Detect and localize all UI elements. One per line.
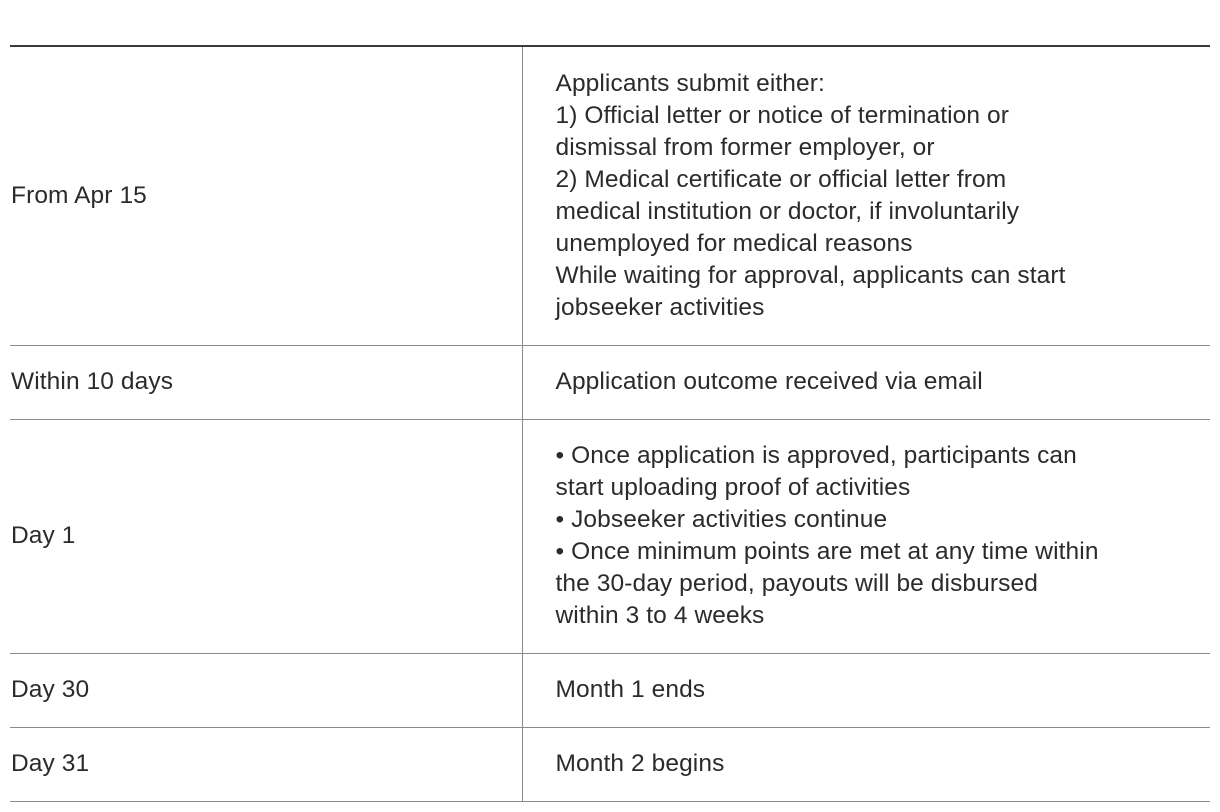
description-line: 1) Official letter or notice of termination or bbox=[555, 101, 1010, 129]
description-line: within 3 to 4 weeks bbox=[555, 602, 765, 629]
timeline-when-text: Within 10 days bbox=[11, 368, 174, 395]
description-line: • Jobseeker activities continue bbox=[555, 506, 888, 533]
timeline-description-cell bbox=[522, 727, 1210, 801]
description-line: Application outcome received via email bbox=[555, 368, 983, 395]
description-line: • Once minimum points are met at any time within bbox=[555, 538, 1099, 565]
description-line: unemployed for medical reasons bbox=[555, 229, 913, 257]
table-row bbox=[10, 46, 1210, 345]
table-row bbox=[10, 419, 1210, 653]
timeline-when-cell bbox=[10, 419, 522, 653]
description-line: jobseeker activities bbox=[555, 293, 765, 321]
timeline-when-cell bbox=[10, 46, 522, 345]
description-line: 2) Medical certificate or official letter from bbox=[555, 165, 1007, 193]
description-line: • Once application is approved, participants can bbox=[555, 442, 1077, 469]
timeline-when-text: From Apr 15 bbox=[11, 181, 147, 209]
table-row bbox=[10, 653, 1210, 727]
timeline-when-text: Day 31 bbox=[11, 750, 90, 777]
description-line: start uploading proof of activities bbox=[555, 474, 911, 501]
description-line: Month 1 ends bbox=[555, 676, 706, 703]
description-line: dismissal from former employer, or bbox=[555, 133, 935, 161]
description-line: medical institution or doctor, if involuntarily bbox=[555, 197, 1020, 225]
timeline-description-cell bbox=[522, 46, 1210, 345]
table-row bbox=[10, 345, 1210, 419]
description-line: Applicants submit either: bbox=[555, 69, 825, 97]
timeline-when-cell bbox=[10, 653, 522, 727]
timeline-when-cell bbox=[10, 727, 522, 801]
timeline-when-cell bbox=[10, 345, 522, 419]
description-line: the 30-day period, payouts will be disbursed bbox=[555, 570, 1038, 597]
table-row bbox=[10, 727, 1210, 801]
description-line: Month 2 begins bbox=[555, 750, 725, 777]
timeline-description-cell bbox=[522, 653, 1210, 727]
timeline-when-text: Day 1 bbox=[11, 522, 76, 549]
description-line: While waiting for approval, applicants can start bbox=[555, 261, 1066, 289]
timeline-table bbox=[10, 45, 1210, 802]
timeline-description-cell bbox=[522, 419, 1210, 653]
timeline-description-cell bbox=[522, 345, 1210, 419]
timeline-when-text: Day 30 bbox=[11, 676, 90, 703]
